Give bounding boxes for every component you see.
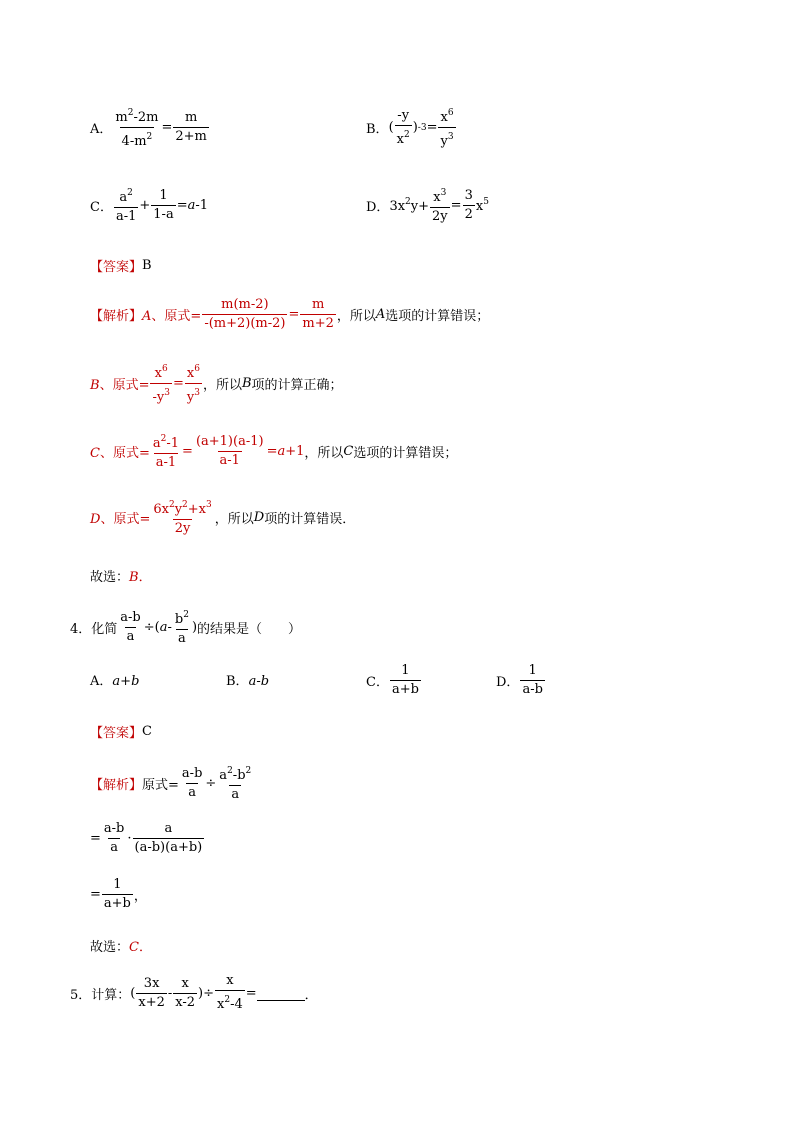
q4-analysis-line2: = $\frac{a-b}{a}$ · $\frac{a}{(a-b)(a+b)}$ — [90, 821, 203, 855]
q3-option-a: A． $\frac{m^2-2m}{4-m^2}$ = $\frac{m}{2+m}$ — [90, 108, 207, 149]
q3-analysis-b: B、原式= $\frac{x^6}{-y^3}$ = $\frac{x^6}{y^3}$ ，所以 B 项的计算正确； — [90, 364, 343, 405]
q4-choose: 故选： C． — [90, 940, 152, 955]
answer-blank[interactable] — [257, 986, 305, 1001]
q4-option-a: A．a+b — [90, 674, 140, 689]
q4-option-b: B．a-b — [226, 674, 270, 689]
q4-option-c: C． $\frac{1}{a+b}$ — [366, 663, 419, 697]
q4-answer: 【答案】 C — [90, 724, 152, 741]
q3-choose: 故选： B． — [90, 570, 152, 585]
q3-answer: 【答案】 B — [90, 258, 152, 275]
q3-option-c: C． $\frac{a^2}{a-1}$ + $\frac{1}{1-a}$ =a-1 — [90, 187, 209, 224]
q3-analysis-d: D、原式= $\frac{6x^2y^2+x^3}{2y}$ ，所以 D 项的计算错误． — [90, 500, 356, 536]
q3-analysis-a: 【解析】 A、原式= $\frac{m(m-2)}{-(m+2)(m-2)}$ = $\frac{m}{m+2}$ ，所以 A 选项的计算错误； — [90, 297, 490, 331]
q4-option-d: D． $\frac{1}{a-b}$ — [496, 663, 543, 697]
q4-stem: 4．化简 $\frac{a-b}{a}$ ÷(a- $\frac{b^2}{a}$ ) 的结果是（ ） — [70, 609, 302, 646]
q3-analysis-c: C、原式= $\frac{a^2-1}{a-1}$ = $\frac{(a+1)(a-1)}{a-1}$ =a+1 ，所以 C 选项的计算错误； — [90, 433, 458, 470]
q3-option-b: B． ( $\frac{-y}{x^2}$ ) -3 = $\frac{x^6}{y^3}$ — [366, 107, 454, 149]
q3-option-d: D． $3x^2y+$ $\frac{x^3}{2y}$ = $\frac{3}{2}$ $x^5$ — [366, 187, 489, 224]
q4-analysis-line3: = $\frac{1}{a+b}$ ， — [90, 877, 147, 911]
q4-analysis-line1: 【解析】 原式= $\frac{a-b}{a}$ ÷ $\frac{a^2-b^2}{a}$ — [90, 765, 252, 802]
q5-stem: 5．计算： ( $\frac{3x}{x+2}$ - $\frac{x}{x-2}$ )÷ $\frac{x}{x^2-4}$ = ． — [70, 973, 318, 1012]
